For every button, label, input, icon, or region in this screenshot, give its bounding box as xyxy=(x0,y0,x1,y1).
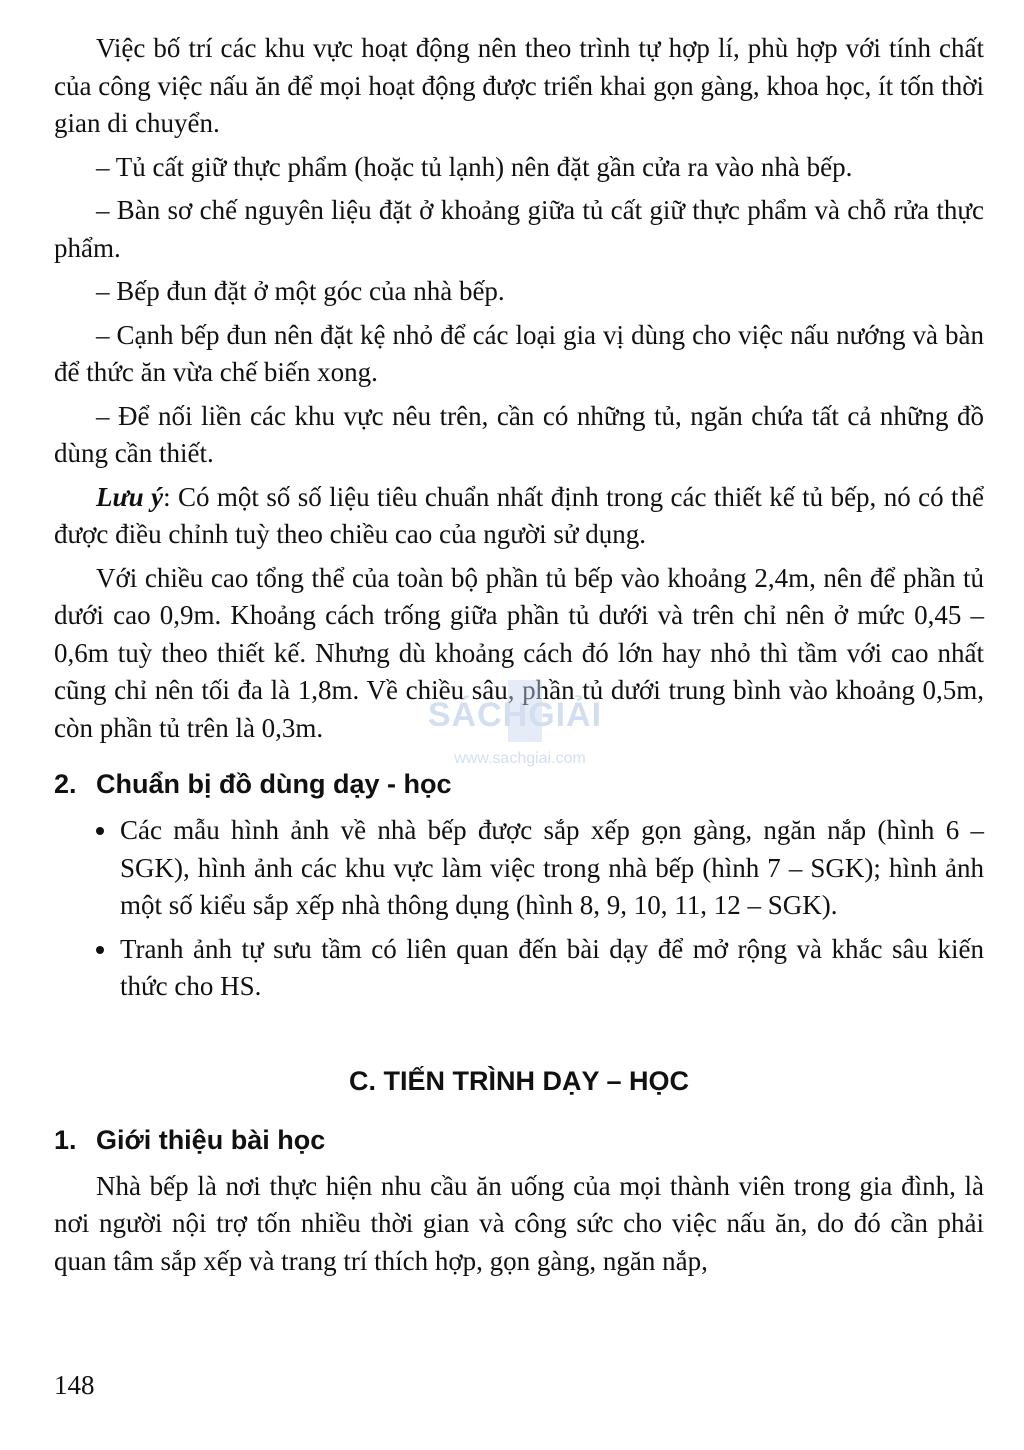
chapter-heading: C. TIẾN TRÌNH DẠY – HỌC xyxy=(348,1065,690,1096)
bullet-icon xyxy=(96,827,104,835)
section-number: 1. xyxy=(54,1124,77,1155)
page-number: 148 xyxy=(54,1370,95,1400)
note-label: Lưu ý xyxy=(96,481,164,512)
bullet-list xyxy=(54,812,984,1006)
watermark-logo: SÁCHGIẢI xyxy=(427,696,603,734)
section-number: 2. xyxy=(54,769,77,799)
page-content xyxy=(54,30,984,1286)
section-heading xyxy=(54,769,984,800)
list-item xyxy=(54,931,984,1006)
paragraph: Việc bố trí các khu vực hoạt động nên theo trình tự hợp lí, phù hợp với tính chất của công việc nấu ăn để mọi hoạt động được triển khai gọn gàng, khoa học, ít tốn thời gian di chuyển. xyxy=(54,33,984,138)
watermark-url: www.sachgiai.com xyxy=(454,750,586,767)
section-heading xyxy=(54,1125,984,1156)
paragraph: – Bàn sơ chế nguyên liệu đặt ở khoảng giữa tủ cất giữ thực phẩm và chỗ rửa thực phẩm. xyxy=(54,195,984,263)
paragraph: – Bếp đun đặt ở một góc của nhà bếp. xyxy=(96,276,505,306)
note-text: : Có một số số liệu tiêu chuẩn nhất định trong các thiết kế tủ bếp, nó có thể được điều chỉnh tuỳ theo chiều cao của người sử dụng. xyxy=(54,481,984,549)
paragraph: – Để nối liền các khu vực nêu trên, cần có những tủ, ngăn chứa tất cả những đồ dùng cần thiết. xyxy=(54,400,984,468)
list-item-text: Các mẫu hình ảnh về nhà bếp được sắp xếp gọn gàng, ngăn nắp (hình 6 – SGK), hình ảnh các khu vực làm việc trong nhà bếp (hình 7 – SGK); hình ảnh một số kiểu sắp xếp nhà thông dụng (hình 8, 9, 10, 11, 12 – SGK). xyxy=(120,815,984,920)
paragraph: – Cạnh bếp đun nên đặt kệ nhỏ để các loại gia vị dùng cho việc nấu nướng và bàn để thức ăn vừa chế biến xong. xyxy=(54,319,984,387)
list-item xyxy=(54,812,984,925)
paragraph: Với chiều cao tổng thể của toàn bộ phần tủ bếp vào khoảng 2,4m, nên để phần tủ dưới cao 0,9m. Khoảng cách trống giữa phần tủ dưới và trên chỉ nên ở mức 0,45 – 0,6m tuỳ theo thiết kế. Nhưng dù khoảng cách đó lớn hay nhỏ thì tầm với cao nhất cũng chỉ nên tối đa là 1,8m. Về chiều sâu, phần tủ dưới trung bình vào khoảng 0,5m, còn phần tủ trên là 0,3m. xyxy=(54,562,984,743)
paragraph: – Tủ cất giữ thực phẩm (hoặc tủ lạnh) nên đặt gần cửa ra vào nhà bếp. xyxy=(96,151,853,182)
bullet-icon xyxy=(96,946,104,954)
section-title: Chuẩn bị đồ dùng dạy - học xyxy=(96,769,452,799)
section-title: Giới thiệu bài học xyxy=(96,1124,326,1155)
paragraph: Nhà bếp là nơi thực hiện nhu cầu ăn uống của mọi thành viên trong gia đình, là nơi người nội trợ tốn nhiều thời gian và công sức cho việc nấu ăn, do đó cần phải quan tâm sắp xếp và trang trí thích hợp, gọn gàng, ngăn nắp, xyxy=(54,1170,984,1276)
list-item-text: Tranh ảnh tự sưu tầm có liên quan đến bài dạy để mở rộng và khắc sâu kiến thức cho HS. xyxy=(120,933,984,1001)
note-paragraph xyxy=(54,479,984,554)
